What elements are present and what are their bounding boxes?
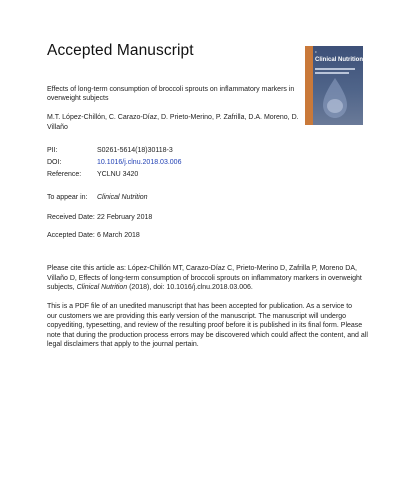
reference-value: YCLNU 3420	[97, 171, 139, 178]
received-date-value: 22 February 2018	[97, 214, 153, 221]
citation-journal: Clinical Nutrition	[76, 284, 128, 291]
author-line: M.T. López-Chillón, C. Carazo-Díaz, D. Prieto-Merino, P. Zafrilla, D.A. Moreno, D.	[47, 114, 299, 121]
pii-value: S0261-5614(18)30118-3	[97, 147, 173, 154]
page-heading: Accepted Manuscript	[47, 42, 194, 59]
cover-volume-mark: ≡	[315, 50, 317, 54]
disclaimer-line: our customers we are providing this early version of the manuscript. The manuscript will undergo	[47, 312, 347, 320]
doi-label: DOI:	[47, 159, 62, 166]
appear-in-value: Clinical Nutrition	[97, 194, 148, 201]
article-title-line: overweight subjects	[47, 95, 109, 102]
doi-link[interactable]: 10.1016/j.clnu.2018.03.006	[97, 159, 182, 166]
accepted-date-label: Accepted Date:	[47, 232, 95, 239]
disclaimer-line: note that during the production process errors may be discovered which could affect the content, and all	[47, 331, 368, 339]
received-date-label: Received Date:	[47, 214, 95, 221]
citation-doi-text: (2018), doi: 10.1016/j.clnu.2018.03.006.	[127, 284, 253, 291]
author-line: Villaño	[47, 123, 68, 131]
disclaimer-line: This is a PDF file of an unedited manuscript that has been accepted for publication. As a service to	[47, 303, 353, 310]
disclaimer-line: legal disclaimers that apply to the journal pertain.	[47, 341, 199, 348]
citation-line: Please cite this article as: López-Chillón MT, Carazo-Díaz C, Prieto-Merino D, Zafrilla P, Moreno DA,	[47, 265, 357, 272]
journal-cover-image	[305, 46, 363, 125]
accepted-date-value: 6 March 2018	[97, 232, 140, 239]
cover-journal-title: Clinical Nutrition	[315, 57, 363, 63]
citation-text: subjects,	[47, 284, 77, 291]
pii-label: PII:	[47, 147, 58, 154]
cover-droplet-graphic	[317, 76, 353, 120]
cover-subtitle-decoration	[315, 68, 361, 74]
disclaimer-paragraph	[47, 302, 382, 350]
citation-paragraph	[47, 264, 382, 293]
citation-line: Villaño D, Effects of long-term consumption of broccoli sprouts on inflammatory markers in overweight	[47, 274, 362, 282]
appear-in-label: To appear in:	[47, 194, 88, 201]
article-title	[47, 85, 297, 103]
author-list	[47, 113, 312, 132]
article-title-line: Effects of long-term consumption of broccoli sprouts on inflammatory markers in	[47, 86, 295, 93]
disclaimer-line: copyediting, typesetting, and review of the resulting proof before it is published in its final form. Please	[47, 322, 363, 329]
citation-line	[47, 283, 382, 293]
reference-label: Reference:	[47, 171, 82, 178]
